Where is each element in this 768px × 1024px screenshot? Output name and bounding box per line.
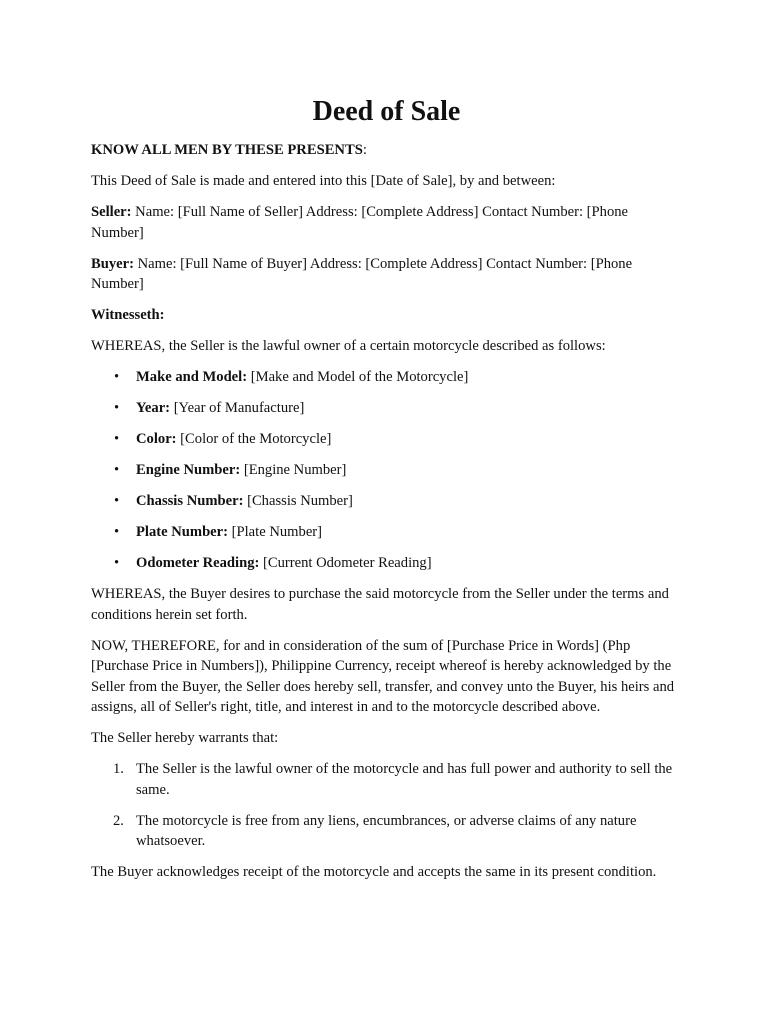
spec-label: Make and Model:	[136, 369, 248, 385]
intro-heading: KNOW ALL MEN BY THESE PRESENTS	[91, 142, 363, 158]
seller-details: Name: [Full Name of Seller] Address: [Complete Address] Contact Number: [Phone Number]	[91, 204, 629, 241]
buyer-details: Name: [Full Name of Buyer] Address: [Complete Address] Contact Number: [Phone Number]	[91, 255, 633, 292]
warranty-intro: The Seller hereby warrants that:	[91, 730, 279, 746]
intro-text: This Deed of Sale is made and entered into this [Date of Sale], by and between:	[91, 173, 556, 189]
intro-heading-suffix: :	[362, 142, 367, 158]
spec-value: [Year of Manufacture]	[170, 400, 305, 416]
document-title: Deed of Sale	[312, 96, 461, 127]
bullet-icon: •	[114, 462, 120, 478]
spec-value: [Chassis Number]	[243, 493, 353, 509]
spec-value: [Make and Model of the Motorcycle]	[247, 369, 469, 385]
bullet-icon: •	[114, 524, 120, 540]
now-therefore-paragraph: NOW, THEREFORE, for and in consideration of the sum of [Purchase Price in Words] (Php [Purchase Price in Numbers]), Philippine Currency, receipt whereof is hereby acknowledged by the Seller from the Buyer, the Seller does hereby sell, transfer, and convey unto the Buyer, his heirs and assigns, all of Seller's right, title, and interest in and to the motorcycle described above.	[91, 637, 675, 715]
spec-item-plate-number	[91, 522, 682, 543]
bullet-icon: •	[114, 369, 120, 385]
warranty-item	[91, 759, 682, 800]
spec-label: Color:	[136, 431, 177, 447]
warranty-number: 1.	[113, 761, 124, 777]
spec-value: [Current Odometer Reading]	[259, 555, 432, 571]
bullet-icon: •	[114, 400, 120, 416]
bullet-icon: •	[114, 493, 120, 509]
seller-paragraph	[91, 202, 682, 243]
warranty-text: The Seller is the lawful owner of the motorcycle and has full power and authority to sell the same.	[136, 761, 673, 798]
seller-label: Seller:	[91, 204, 132, 220]
buyer-paragraph	[91, 254, 682, 295]
spec-label: Engine Number:	[136, 462, 241, 478]
warranty-item	[91, 811, 682, 852]
spec-label: Odometer Reading:	[136, 555, 260, 571]
warranty-list	[91, 759, 682, 852]
buyer-label: Buyer:	[91, 255, 134, 272]
spec-value: [Plate Number]	[228, 524, 323, 540]
spec-item-make-model	[91, 367, 682, 388]
spec-item-chassis-number	[91, 491, 682, 512]
spec-label: Year:	[136, 400, 171, 416]
spec-label: Plate Number:	[136, 524, 228, 540]
acknowledgement-paragraph: The Buyer acknowledges receipt of the motorcycle and accepts the same in its present condition.	[91, 864, 657, 880]
spec-item-odometer-reading	[91, 553, 682, 574]
intro-heading-paragraph	[91, 140, 682, 161]
warranty-number: 2.	[113, 812, 124, 829]
bullet-icon: •	[114, 431, 120, 447]
witnesseth-label: Witnesseth:	[91, 307, 165, 323]
spec-item-year	[91, 398, 682, 419]
spec-value: [Color of the Motorcycle]	[176, 431, 332, 447]
whereas-buyer-paragraph: WHEREAS, the Buyer desires to purchase the said motorcycle from the Seller under the terms and conditions herein set forth.	[91, 586, 669, 623]
spec-value: [Engine Number]	[240, 462, 347, 478]
motorcycle-spec-list	[91, 367, 682, 574]
witnesseth-heading	[91, 305, 682, 326]
bullet-icon: •	[114, 555, 120, 571]
spec-label: Chassis Number:	[136, 493, 244, 509]
whereas-owner-paragraph: WHEREAS, the Seller is the lawful owner of a certain motorcycle described as follows:	[91, 338, 606, 354]
warranty-text: The motorcycle is free from any liens, encumbrances, or adverse claims of any nature whatsoever.	[136, 812, 637, 849]
spec-item-engine-number	[91, 460, 682, 481]
spec-item-color	[91, 429, 682, 450]
